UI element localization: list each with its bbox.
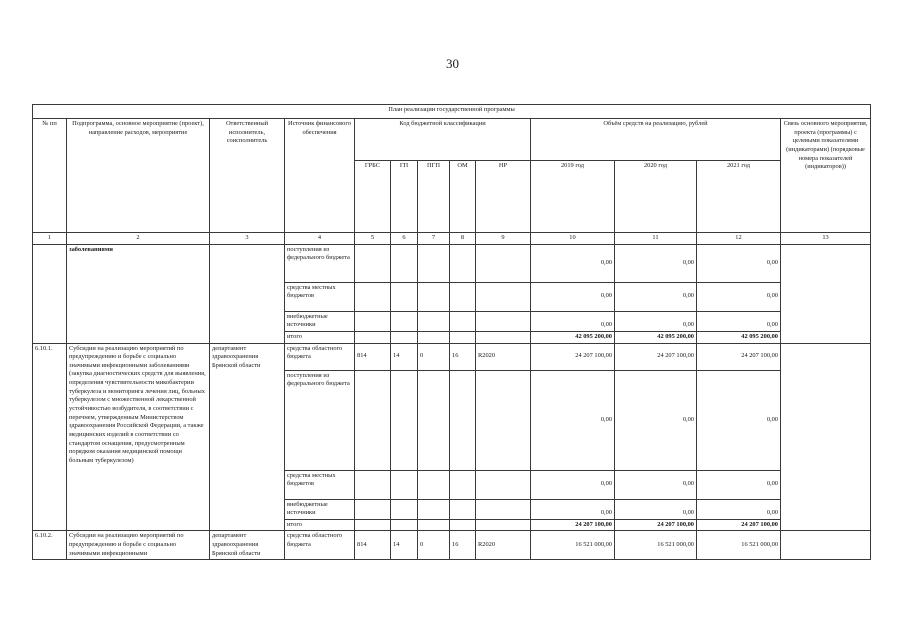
header-om: ОМ	[450, 161, 476, 233]
header-budget-code: Код бюджетной классификации	[355, 119, 531, 161]
total-2019: 24 207 100,00	[531, 519, 615, 531]
value-2019: 24 207 100,00	[531, 343, 615, 370]
program-cell: Субсидии на реализацию мероприятий по предупреждению и борьбе с социально значимыми инфекционными заболеваниями (закупка диагностических средств для выявления, определения чувствительности микобактерии туберкулеза и мониторинга лечения лиц, больных туберкулезом с множественной лекарственной устойчивостью возбудителя, в соответствии с перечнем, утвержденным Министерством здравоохранения Российской Федерации, а также медицинских изделий в соответствии со стандартом оснащения, предусмотренным порядком оказания медицинской помощи больным туберкулезом)	[67, 343, 210, 531]
value-2019: 16 521 000,00	[531, 531, 615, 560]
col-number: 11	[615, 233, 697, 245]
om-cell: 16	[450, 343, 476, 370]
program-cell: Субсидии на реализацию мероприятий по предупреждению и борьбе с социально значимыми инфекционными	[67, 531, 210, 560]
header-num: № пп	[33, 119, 67, 233]
value-2020: 0,00	[615, 470, 697, 499]
table-title: План реализации государственной программы	[33, 105, 871, 119]
page-number: 30	[446, 56, 459, 71]
grbs-cell: 814	[355, 343, 391, 370]
source-cell: средства местных бюджетов	[285, 282, 355, 311]
value-2021: 16 521 000,00	[697, 531, 781, 560]
source-cell: внебюджетные источники	[285, 311, 355, 331]
col-number: 7	[418, 233, 450, 245]
total-2020: 42 095 200,00	[615, 331, 697, 343]
value-2020: 0,00	[615, 282, 697, 311]
col-number: 5	[355, 233, 391, 245]
table-row	[33, 343, 871, 370]
value-2019: 0,00	[531, 282, 615, 311]
header-source: Источник финансового обеспечения	[285, 119, 355, 233]
total-2019: 42 095 200,00	[531, 331, 615, 343]
value-2020: 0,00	[615, 244, 697, 282]
executor-cell: департамент здравоохранения Брянской области	[210, 343, 285, 531]
value-2020: 24 207 100,00	[615, 343, 697, 370]
source-cell: средства областного бюджета	[285, 343, 355, 370]
table-row	[33, 244, 871, 282]
grbs-cell: 814	[355, 531, 391, 560]
om-cell: 16	[450, 531, 476, 560]
value-2019: 0,00	[531, 499, 615, 519]
header-executor: Ответственный исполнитель, соисполнитель	[210, 119, 285, 233]
header-gp: ГП	[391, 161, 418, 233]
item-number: 6.10.2.	[33, 531, 67, 560]
value-2021: 0,00	[697, 311, 781, 331]
col-number: 8	[450, 233, 476, 245]
col-number: 13	[781, 233, 871, 245]
column-numbers-row	[33, 233, 871, 245]
total-2021: 24 207 100,00	[697, 519, 781, 531]
source-cell: средства областного бюджета	[285, 531, 355, 560]
source-cell: поступления из федерального бюджета	[285, 370, 355, 470]
value-2019: 0,00	[531, 311, 615, 331]
header-nr: НР	[476, 161, 531, 233]
source-cell: поступления из федерального бюджета	[285, 244, 355, 282]
header-volume: Объём средств на реализацию, рублей	[531, 119, 781, 161]
header-grbs: ГРБС	[355, 161, 391, 233]
executor-cell: департамент здравоохранения Брянской области	[210, 531, 285, 560]
header-2019: 2019 год	[531, 161, 615, 233]
value-2020: 0,00	[615, 370, 697, 470]
col-number: 9	[476, 233, 531, 245]
value-2020: 16 521 000,00	[615, 531, 697, 560]
header-2021: 2021 год	[697, 161, 781, 233]
col-number: 10	[531, 233, 615, 245]
source-cell: внебюджетные источники	[285, 499, 355, 519]
gp-cell: 14	[391, 531, 418, 560]
col-number: 4	[285, 233, 355, 245]
value-2020: 0,00	[615, 311, 697, 331]
total-2020: 24 207 100,00	[615, 519, 697, 531]
col-number: 6	[391, 233, 418, 245]
nr-cell: R2020	[476, 531, 531, 560]
value-2020: 0,00	[615, 499, 697, 519]
program-cell: заболеваниями	[67, 244, 210, 343]
col-number: 1	[33, 233, 67, 245]
value-2021: 0,00	[697, 470, 781, 499]
header-pgp: ПГП	[418, 161, 450, 233]
value-2019: 0,00	[531, 244, 615, 282]
col-number: 12	[697, 233, 781, 245]
source-cell: средства местных бюджетов	[285, 470, 355, 499]
pgp-cell: 0	[418, 343, 450, 370]
value-2019: 0,00	[531, 370, 615, 470]
item-number: 6.10.1.	[33, 343, 67, 531]
source-cell: итого	[285, 331, 355, 343]
pgp-cell: 0	[418, 531, 450, 560]
value-2021: 0,00	[697, 282, 781, 311]
value-2021: 0,00	[697, 244, 781, 282]
gp-cell: 14	[391, 343, 418, 370]
header-2020: 2020 год	[615, 161, 697, 233]
col-number: 3	[210, 233, 285, 245]
source-cell: итого	[285, 519, 355, 531]
col-number: 2	[67, 233, 210, 245]
table-row	[33, 531, 871, 560]
value-2021: 0,00	[697, 499, 781, 519]
total-2021: 42 095 200,00	[697, 331, 781, 343]
value-2021: 24 207 100,00	[697, 343, 781, 370]
value-2019: 0,00	[531, 470, 615, 499]
implementation-plan-table	[32, 104, 871, 560]
header-link: Связь основного мероприятия, проекта (программы) с целевыми показателями (индикаторами) (порядковые номера показателей (индикаторов))	[781, 119, 871, 233]
header-program: Подпрограмма, основное мероприятие (проект), направление расходов, мероприятие	[67, 119, 210, 233]
value-2021: 0,00	[697, 370, 781, 470]
nr-cell: R2020	[476, 343, 531, 370]
